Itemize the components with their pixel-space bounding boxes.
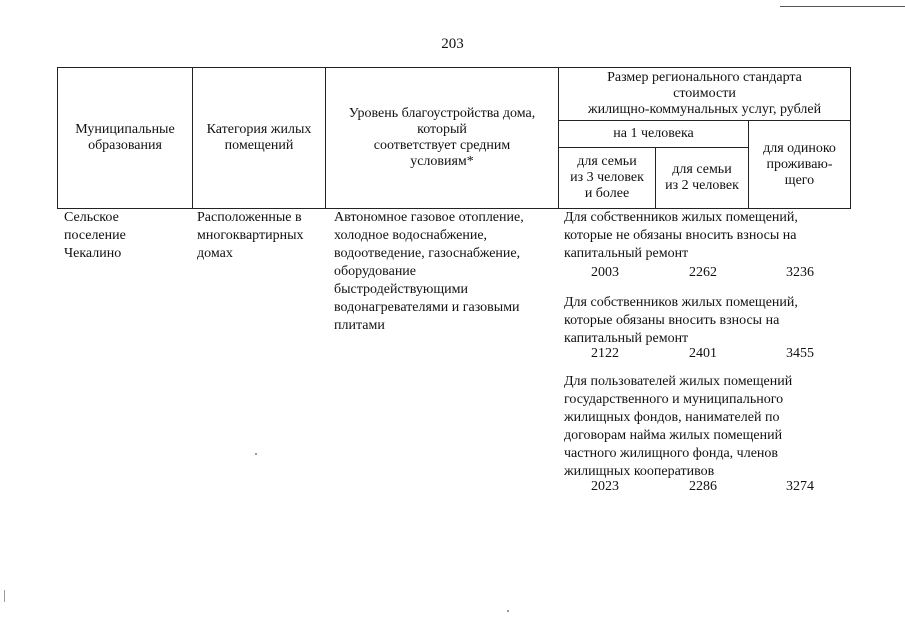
header-category: Категория жилых помещений: [193, 68, 326, 209]
scan-speck: [507, 610, 509, 612]
scan-speck: [255, 453, 257, 455]
header-single: для одиноко проживаю- щего: [749, 121, 851, 209]
group-2-label: Для собственников жилых помещений, которые обязаны вносить взносы на капитальный ремонт: [564, 295, 798, 346]
group-3-label: Для пользователей жилых помещений государственного и муниципального жилищных фондов, нанимателей по договорам найма жилых помещений частного жилищного фонда, членов жилищных кооперативов: [564, 374, 793, 479]
group-1-family3: 2003: [591, 265, 619, 280]
group-1-single: 3236: [786, 265, 814, 280]
row-municipality: Сельское поселение Чекалино: [64, 210, 126, 261]
header-family3: для семьи из 3 человек и более: [559, 148, 656, 209]
top-edge-rule: [780, 6, 905, 7]
page-number: 203: [441, 36, 464, 52]
row-category: Расположенные в многоквартирных домах: [197, 210, 304, 261]
group-2-family2: 2401: [689, 346, 717, 361]
group-2-single: 3455: [786, 346, 814, 361]
group-3-family3: 2023: [591, 479, 619, 494]
header-family2: для семьи из 2 человек: [656, 148, 749, 209]
header-table: [57, 67, 851, 209]
group-2-family3: 2122: [591, 346, 619, 361]
group-1-label: Для собственников жилых помещений, которые не обязаны вносить взносы на капитальный ремонт: [564, 210, 798, 261]
header-municipality: Муниципальные образования: [58, 68, 193, 209]
header-standard: Размер регионального стандарта стоимости жилищно-коммунальных услуг, рублей: [559, 68, 851, 121]
group-3-single: 3274: [786, 479, 814, 494]
row-level: Автономное газовое отопление, холодное водоснабжение, водоотведение, газоснабжение, оборудование быстродействующими водонагревателями и газовыми плитами: [334, 210, 524, 333]
group-1-family2: 2262: [689, 265, 717, 280]
scan-speck: [4, 590, 5, 602]
header-level: Уровень благоустройства дома, который соответствует средним условиям*: [326, 68, 559, 209]
header-per-person: на 1 человека: [559, 121, 749, 148]
group-3-family2: 2286: [689, 479, 717, 494]
